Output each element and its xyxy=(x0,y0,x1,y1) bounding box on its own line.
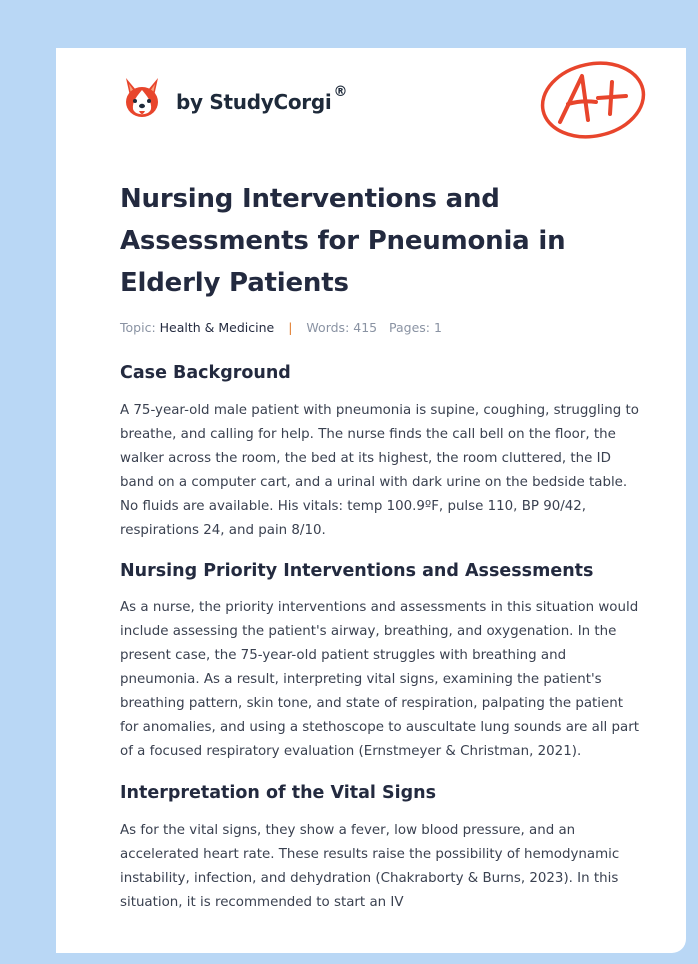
topic-link[interactable]: Health & Medicine xyxy=(159,320,275,335)
brand-text: by StudyCorgi xyxy=(176,90,332,114)
section-body-priority-interventions: As a nurse, the priority interventions and assessments in this situation would include assessing the patient's airway, breathing, and oxygenation. In the present case, the 75-year-old patient struggles with breathing and pneumonia. As a result, interpreting vital signs, examining the patient's breathing pattern, skin tone, and state of respiration, palpating the patient for anomalies, and using a stethoscope to auscultate lung sounds are all part of a focused respiratory evaluation (Ernstmeyer & Christman, 2021). xyxy=(120,600,639,759)
section-heading-priority-interventions: Nursing Priority Interventions and Assessments xyxy=(120,561,594,581)
meta-separator: | xyxy=(288,320,293,335)
page-title: Nursing Interventions and Assessments for Pneumonia in Elderly Patients xyxy=(120,184,566,298)
document-page xyxy=(56,48,686,953)
word-count: Words: 415 xyxy=(306,320,378,335)
article xyxy=(120,178,640,915)
corgi-logo-icon[interactable] xyxy=(122,76,162,120)
section-body-case-background: A 75-year-old male patient with pneumonia is supine, coughing, struggling to breathe, and calling for help. The nurse finds the call bell on the floor, the walker across the room, the bed at its highest, the room cluttered, the ID band on a computer cart, and a urinal with dark urine on the bedside table. No fluids are available. His vitals: temp 100.9ºF, pulse 110, BP 90/42, respirations 24, and pain 8/10. xyxy=(120,403,639,538)
registered-mark: ® xyxy=(333,84,348,100)
topic-label: Topic: xyxy=(120,320,156,335)
section-heading-case-background: Case Background xyxy=(120,363,291,383)
section-body-vital-signs: As for the vital signs, they show a fever, low blood pressure, and an accelerated heart rate. These results raise the possibility of hemodynamic instability, infection, and dehydration (Chakraborty & Burns, 2023). In this situation, it is recommended to start an IV xyxy=(120,823,620,910)
page-count: Pages: 1 xyxy=(389,320,442,335)
brand-name[interactable] xyxy=(176,84,348,114)
section-heading-vital-signs: Interpretation of the Vital Signs xyxy=(120,783,436,803)
document-meta xyxy=(120,320,640,335)
a-plus-badge-icon xyxy=(538,60,648,140)
